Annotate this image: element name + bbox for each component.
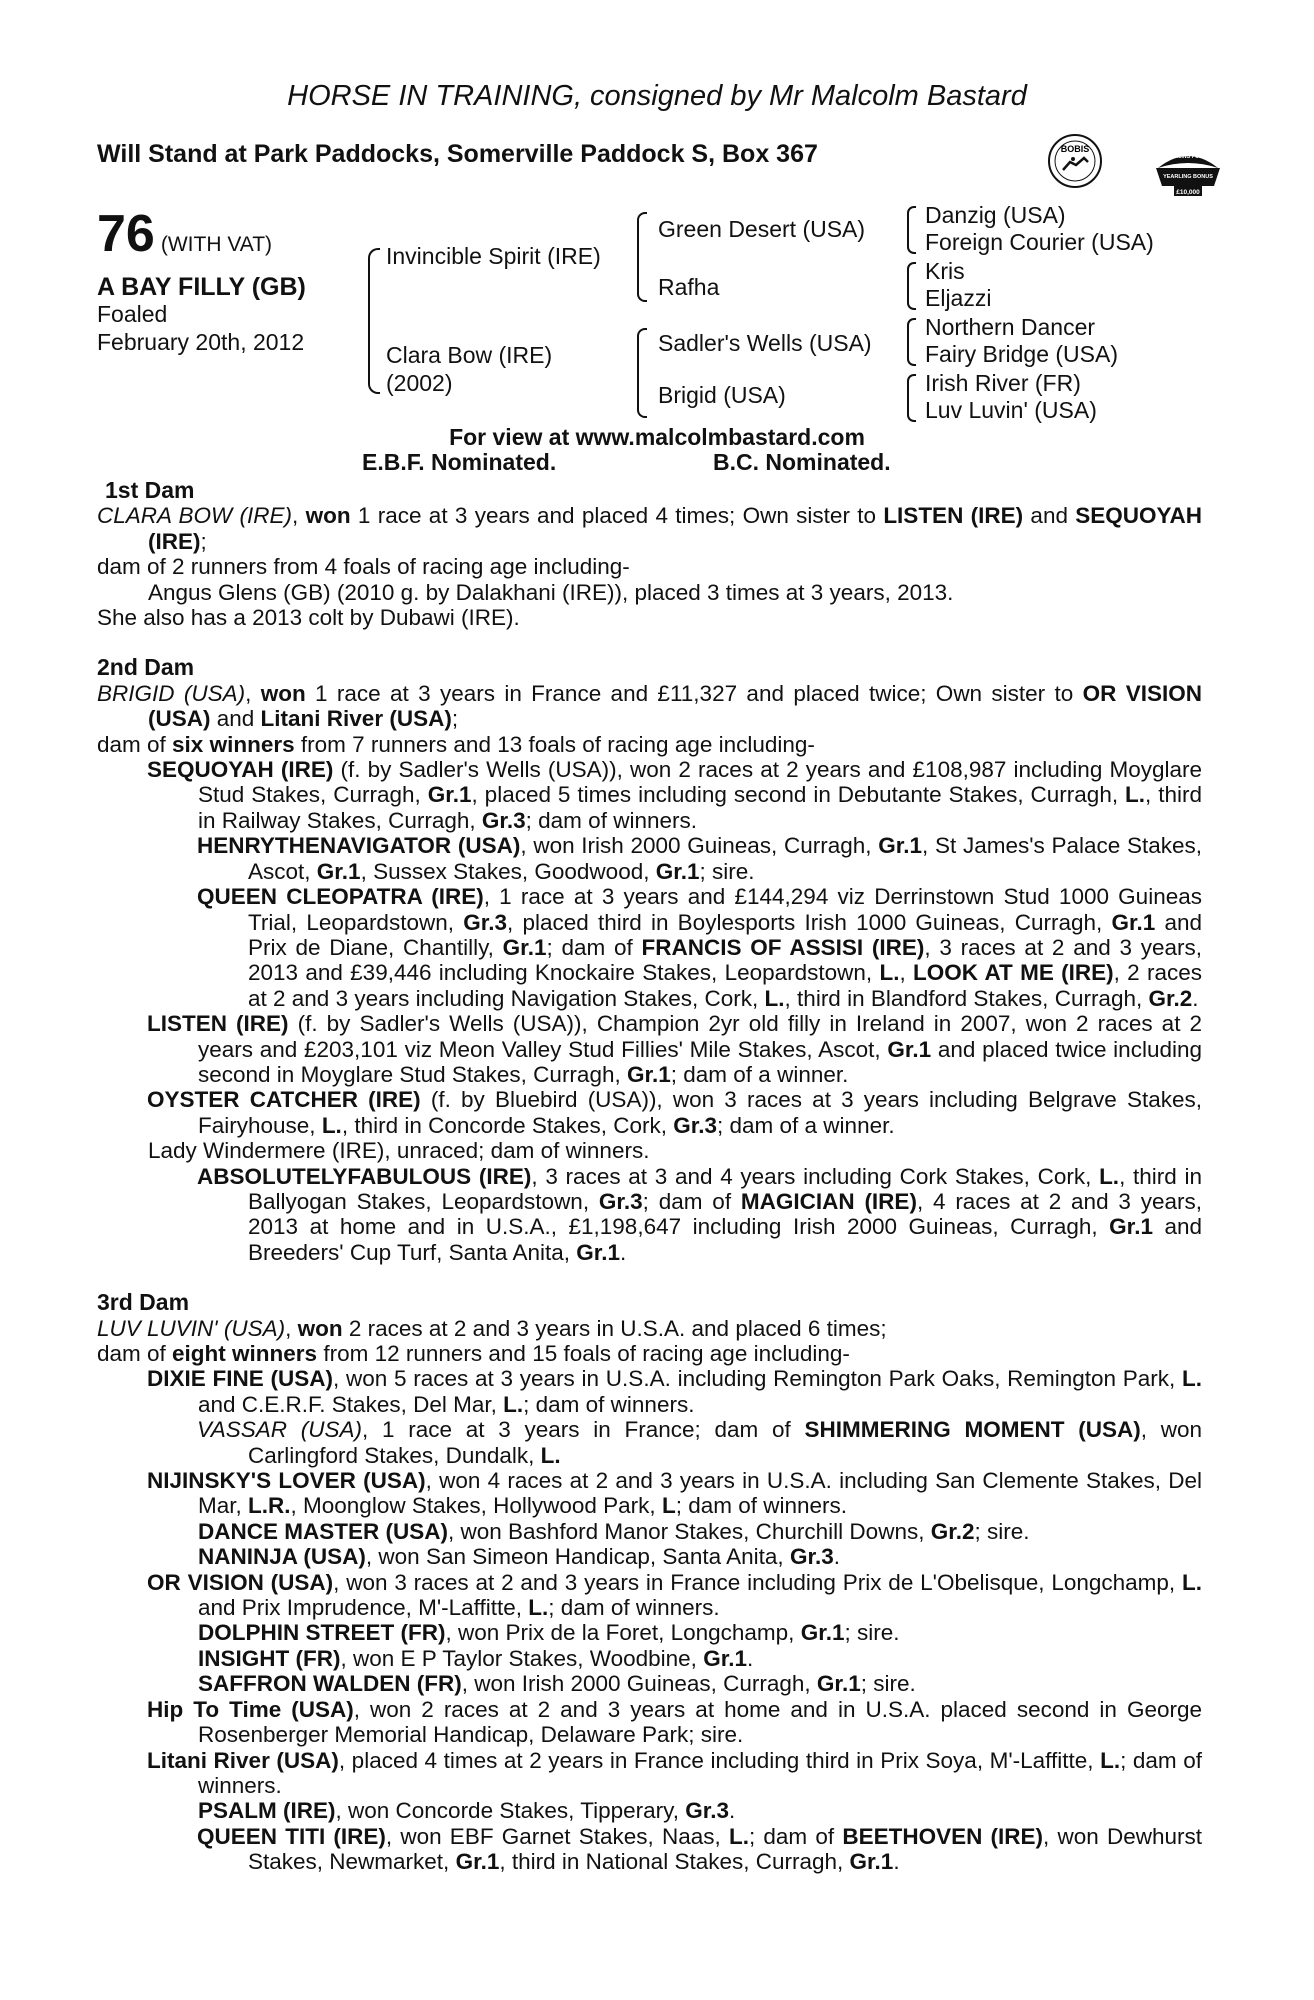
progeny-vassar: VASSAR (USA), 1 race at 3 years in France; dam of SHIMMERING MOMENT (USA), won Carlingford Stakes, Dundalk, L. xyxy=(197,1417,1203,1468)
progeny-absolutelyfabulous: ABSOLUTELYFABULOUS (IRE), 3 races at 3 and 4 years including Cork Stakes, Cork, L., third in Ballyogan Stakes, Leopardstown, Gr.3; dam of MAGICIAN (IRE), 4 races at 2 and 3 years, 2013 at home and in U.S.A., £1,198,647 including Irish 2000 Guineas, Curragh, Gr.1 and Breeders' Cup Turf, Santa Anita, Gr.1. xyxy=(197,1163,1203,1265)
second-dam-produce: dam of six winners from 7 runners and 13 foals of racing age including- xyxy=(97,731,815,757)
pedigree-brace-sire xyxy=(637,212,647,302)
pedigree-brace-dd xyxy=(907,374,916,422)
lot-number: 76 xyxy=(97,205,155,263)
first-dam-progeny: Angus Glens (GB) (2010 g. by Dalakhani (IRE)), placed 3 times at 3 years, 2013. xyxy=(148,579,954,605)
first-dam-record: CLARA BOW (IRE), won 1 race at 3 years and placed 4 times; Own sister to LISTEN (IRE) and SEQUOYAH (IRE); xyxy=(97,503,1202,554)
progeny-litani-river: Litani River (USA), placed 4 times at 2 years in France including third in Prix Soya, M'-Laffitte, L.; dam of winners. xyxy=(147,1747,1202,1798)
pedigree-sss: Danzig (USA) xyxy=(925,202,1066,228)
foaled-label: Foaled xyxy=(97,301,168,327)
progeny-sequoyah: SEQUOYAH (IRE) (f. by Sadler's Wells (USA)), won 2 races at 2 years and £108,987 including Moyglare Stud Stakes, Curragh, Gr.1, placed 5 times including second in Debutante Stakes, Curragh, L., third in Railway Stakes, Curragh, Gr.3; dam of winners. xyxy=(147,757,1202,833)
pedigree-ddd: Luv Luvin' (USA) xyxy=(925,397,1097,423)
second-dam-record: BRIGID (USA), won 1 race at 3 years in France and £11,327 and placed twice; Own sister to OR VISION (USA) and Litani River (USA); xyxy=(97,680,1202,732)
yearling-bonus-amount: £10,000 xyxy=(1176,189,1200,196)
progeny-insight: INSIGHT (FR), won E P Taylor Stakes, Woodbine, Gr.1. xyxy=(198,1645,754,1671)
pedigree-dsd: Fairy Bridge (USA) xyxy=(925,341,1118,367)
pedigree-brace-main xyxy=(368,248,380,394)
dam-record xyxy=(97,478,1202,1875)
pedigree-dam-sire: Sadler's Wells (USA) xyxy=(658,330,872,356)
third-dam-heading: 3rd Dam xyxy=(97,1289,190,1316)
progeny-queen-cleopatra: QUEEN CLEOPATRA (IRE), 1 race at 3 years and £144,294 viz Derrinstown Stud 1000 Guineas Trial, Leopardstown, Gr.3, placed third in Boylesports Irish 1000 Guineas, Curragh, Gr.1 and Prix de Diane, Chantilly, Gr.1; dam of FRANCIS OF ASSISI (IRE), 3 races at 2 and 3 years, 2013 and £39,446 including Knockaire Stakes, Leopardstown, L., LOOK AT ME (IRE), 2 races at 2 and 3 years including Navigation Stakes, Cork, L., third in Blandford Stakes, Curragh, Gr.2. xyxy=(197,884,1203,1011)
pedigree-dss: Northern Dancer xyxy=(925,314,1096,340)
progeny-hip-to-time: Hip To Time (USA), won 2 races at 2 and 3 years at home and in U.S.A. placed second in George Rosenberger Memorial Handicap, Delaware Park; sire. xyxy=(147,1696,1202,1748)
progeny-psalm: PSALM (IRE), won Concorde Stakes, Tipperary, Gr.3. xyxy=(198,1798,736,1824)
pedigree-sdd: Eljazzi xyxy=(925,285,992,311)
pedigree-sire: Invincible Spirit (IRE) xyxy=(386,243,601,269)
catalogue-title: HORSE IN TRAINING, consigned by Mr Malcolm Bastard xyxy=(287,80,1027,112)
yearling-bonus-logo xyxy=(1152,138,1224,200)
first-dam-heading: 1st Dam xyxy=(105,477,195,503)
progeny-oyster-catcher: OYSTER CATCHER (IRE) (f. by Bluebird (USA)), won 3 races at 3 years including Belgrave Stakes, Fairyhouse, L., third in Concorde Stakes, Cork, Gr.3; dam of a winner. xyxy=(147,1087,1202,1138)
progeny-dolphin-street: DOLPHIN STREET (FR), won Prix de la Foret, Longchamp, Gr.1; sire. xyxy=(198,1620,900,1646)
pedigree-dam: Clara Bow (IRE) xyxy=(386,342,553,368)
progeny-henrythenavigator: HENRYTHENAVIGATOR (USA), won Irish 2000 Guineas, Curragh, Gr.1, St James's Palace Stakes, Ascot, Gr.1, Sussex Stakes, Goodwood, Gr.1; sire. xyxy=(197,833,1202,884)
third-dam-record: LUV LUVIN' (USA), won 2 races at 2 and 3 years in U.S.A. and placed 6 times; xyxy=(97,1315,887,1341)
progeny-saffron-walden: SAFFRON WALDEN (FR), won Irish 2000 Guineas, Curragh, Gr.1; sire. xyxy=(198,1671,916,1697)
progeny-or-vision: OR VISION (USA), won 3 races at 2 and 3 years in France including Prix de L'Obelisque, Longchamp, L. and Prix Imprudence, M'-Laffitte, L.; dam of winners. xyxy=(147,1569,1202,1621)
pedigree-brace-ss xyxy=(907,206,916,254)
vat-note: (WITH VAT) xyxy=(160,233,273,256)
pedigree-sds: Kris xyxy=(925,258,965,284)
pedigree-brace-sd xyxy=(907,262,916,310)
stand-location: Will Stand at Park Paddocks, Somerville Paddock S, Box 367 xyxy=(97,140,818,168)
foaled-date: February 20th, 2012 xyxy=(97,329,305,355)
yearling-bonus-mid-text: YEARLING BONUS xyxy=(1163,174,1213,180)
pedigree-brace-dam xyxy=(637,328,647,418)
progeny-nijinskys-lover: NIJINSKY'S LOVER (USA), won 4 races at 2 and 3 years in U.S.A. including San Clemente Stakes, Del Mar, L.R., Moonglow Stakes, Hollywood Park, L; dam of winners. xyxy=(147,1468,1202,1519)
progeny-lady-windermere: Lady Windermere (IRE), unraced; dam of winners. xyxy=(148,1138,650,1164)
first-dam-also: She also has a 2013 colt by Dubawi (IRE). xyxy=(97,605,520,631)
pedigree-dam-year: (2002) xyxy=(386,370,453,396)
bobis-logo-text: BOBIS xyxy=(1060,144,1090,154)
lot-number-block xyxy=(97,204,272,264)
bobis-logo xyxy=(1046,132,1104,190)
third-dam-produce: dam of eight winners from 12 runners and 15 foals of racing age including- xyxy=(97,1341,850,1366)
yearling-bonus-top-text: RACING POST xyxy=(1170,154,1206,160)
pedigree-ssd: Foreign Courier (USA) xyxy=(925,229,1154,255)
progeny-queen-titi: QUEEN TITI (IRE), won EBF Garnet Stakes, Naas, L.; dam of BEETHOVEN (IRE), won Dewhurst Stakes, Newmarket, Gr.1, third in National Stakes, Curragh, Gr.1. xyxy=(197,1823,1202,1875)
bc-nomination: B.C. Nominated. xyxy=(713,449,891,475)
pedigree-sire-sire: Green Desert (USA) xyxy=(658,216,866,242)
progeny-dance-master: DANCE MASTER (USA), won Bashford Manor Stakes, Churchill Downs, Gr.2; sire. xyxy=(198,1518,1030,1544)
progeny-naninja: NANINJA (USA), won San Simeon Handicap, Santa Anita, Gr.3. xyxy=(198,1544,840,1570)
view-line: For view at www.malcolmbastard.com xyxy=(449,424,865,450)
ebf-nomination: E.B.F. Nominated. xyxy=(362,449,557,475)
pedigree-brace-ds xyxy=(907,318,916,366)
pedigree-sire-dam: Rafha xyxy=(658,274,720,300)
first-dam-produce: dam of 2 runners from 4 foals of racing age including- xyxy=(97,554,630,580)
progeny-listen: LISTEN (IRE) (f. by Sadler's Wells (USA)), Champion 2yr old filly in Ireland in 2007, won 2 races at 2 years and £203,101 viz Meon Valley Stud Fillies' Mile Stakes, Ascot, Gr.1 and placed twice including second in Moyglare Stud Stakes, Curragh, Gr.1; dam of a winner. xyxy=(147,1011,1203,1087)
pedigree-dam-dam: Brigid (USA) xyxy=(658,382,786,408)
second-dam-heading: 2nd Dam xyxy=(97,654,195,681)
pedigree-dds: Irish River (FR) xyxy=(925,370,1081,396)
progeny-dixie-fine: DIXIE FINE (USA), won 5 races at 3 years in U.S.A. including Remington Park Oaks, Remington Park, L. and C.E.R.F. Stakes, Del Mar, L.; dam of winners. xyxy=(147,1366,1202,1417)
lot-description: A BAY FILLY (GB) xyxy=(97,273,306,301)
